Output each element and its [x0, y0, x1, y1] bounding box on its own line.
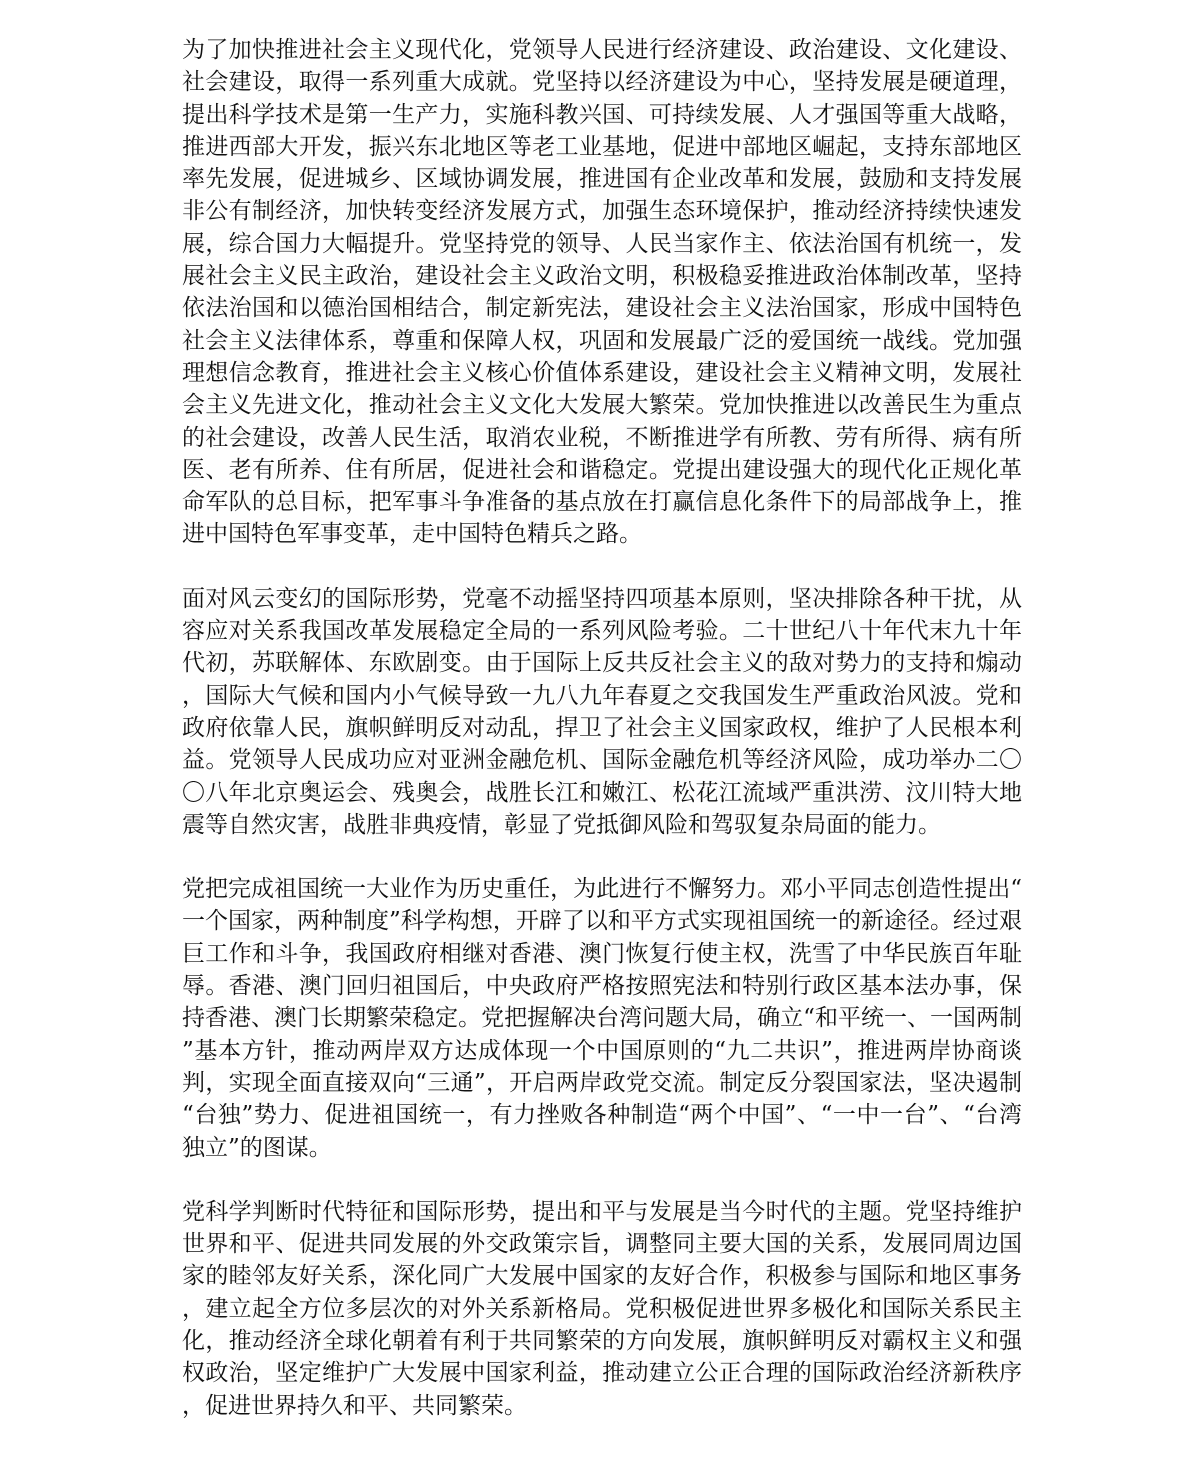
- paragraph-risk-challenges: 面对风云变幻的国际形势，党毫不动摇坚持四项基本原则，坚决排除各种干扰，从容应对关系我国改革发展稳定全局的一系列风险考验。二十世纪八十年代末九十年代初，苏联解体、东欧剧变。由于国际上反共反社会主义的敌对势力的支持和煽动，国际大气候和国内小气候导致一九八九年春夏之交我国发生严重政治风波。党和政府依靠人民，旗帜鲜明反对动乱，捍卫了社会主义国家政权，维护了人民根本利益。党领导人民成功应对亚洲金融危机、国际金融危机等经济风险，成功举办二〇〇八年北京奥运会、残奥会，战胜长江和嫩江、松花江流域严重洪涝、汶川特大地震等自然灾害，战胜非典疫情，彰显了党抵御风险和驾驭复杂局面的能力。: [182, 585, 1022, 838]
- paragraph-national-reunification: 党把完成祖国统一大业作为历史重任，为此进行不懈努力。邓小平同志创造性提出“一个国家，两种制度”科学构想，开辟了以和平方式实现祖国统一的新途径。经过艰巨工作和斗争，我国政府相继对香港、澳门恢复行使主权，洗雪了中华民族百年耻辱。香港、澳门回归祖国后，中央政府严格按照宪法和特别行政区基本法办事，保持香港、澳门长期繁荣稳定。党把握解决台湾问题大局，确立“和平统一、一国两制”基本方针，推动两岸双方达成体现一个中国原则的“九二共识”，推进两岸协商谈判，实现全面直接双向“三通”，开启两岸政党交流。制定反分裂国家法，坚决遏制“台独”势力、促进祖国统一，有力挫败各种制造“两个中国”、“一中一台”、“台湾独立”的图谋。: [182, 876, 1022, 1161]
- paragraph-foreign-relations: 党科学判断时代特征和国际形势，提出和平与发展是当今时代的主题。党坚持维护世界和平、促进共同发展的外交政策宗旨，调整同主要大国的关系，发展同周边国家的睦邻友好关系，深化同广大发展中国家的友好合作，积极参与国际和地区事务，建立起全方位多层次的对外关系新格局。党积极促进世界多极化和国际关系民主化，推动经济全球化朝着有利于共同繁荣的方向发展，旗帜鲜明反对霸权主义和强权政治，坚定维护广大发展中国家利益，推动建立公正合理的国际政治经济新秩序，促进世界持久和平、共同繁荣。: [182, 1198, 1022, 1419]
- paragraph-construction-achievements: 为了加快推进社会主义现代化，党领导人民进行经济建设、政治建设、文化建设、社会建设，取得一系列重大成就。党坚持以经济建设为中心，坚持发展是硬道理，提出科学技术是第一生产力，实施科教兴国、可持续发展、人才强国等重大战略，推进西部大开发，振兴东北地区等老工业基地，促进中部地区崛起，支持东部地区率先发展，促进城乡、区域协调发展，推进国有企业改革和发展，鼓励和支持发展非公有制经济，加快转变经济发展方式，加强生态环境保护，推动经济持续快速发展，综合国力大幅提升。党坚持党的领导、人民当家作主、依法治国有机统一，发展社会主义民主政治，建设社会主义政治文明，积极稳妥推进政治体制改革，坚持依法治国和以德治国相结合，制定新宪法，建设社会主义法治国家，形成中国特色社会主义法律体系，尊重和保障人权，巩固和发展最广泛的爱国统一战线。党加强理想信念教育，推进社会主义核心价值体系建设，建设社会主义精神文明，发展社会主义先进文化，推动社会主义文化大发展大繁荣。党加快推进以改善民生为重点的社会建设，改善人民生活，取消农业税，不断推进学有所教、劳有所得、病有所医、老有所养、住有所居，促进社会和谐稳定。党提出建设强大的现代化正规化革命军队的总目标，把军事斗争准备的基点放在打赢信息化条件下的局部战争上，推进中国特色军事变革，走中国特色精兵之路。: [182, 37, 1022, 548]
- document-page: [182, 34, 1022, 1422]
